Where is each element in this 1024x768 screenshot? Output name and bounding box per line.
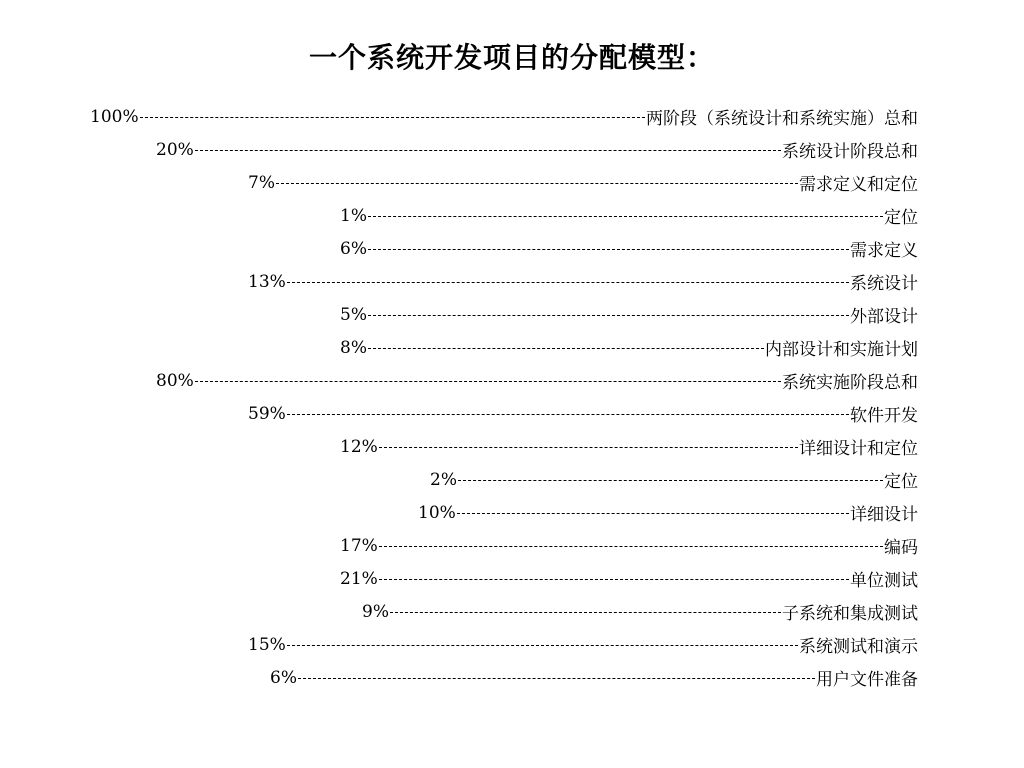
list-item [340, 562, 918, 595]
percent-value: 20% [156, 139, 194, 160]
percent-value: 7% [248, 172, 275, 193]
item-label: 外部设计 [850, 307, 918, 327]
list-item [430, 463, 918, 496]
percent-value: 80% [156, 370, 194, 391]
list-item [362, 595, 918, 628]
item-label: 需求定义 [850, 241, 918, 261]
dashed-leader [379, 579, 849, 580]
dashed-leader [368, 348, 764, 349]
percent-value: 12% [340, 436, 378, 457]
list-item [340, 232, 918, 265]
item-label: 定位 [884, 472, 918, 492]
item-label: 系统实施阶段总和 [782, 373, 918, 393]
percent-value: 13% [248, 271, 286, 292]
item-label: 定位 [884, 208, 918, 228]
dashed-leader [458, 480, 883, 481]
item-label: 用户文件准备 [816, 670, 918, 690]
percent-value: 8% [340, 337, 367, 358]
percent-value: 100% [90, 106, 139, 127]
dashed-leader [298, 678, 815, 679]
dashed-leader [368, 216, 883, 217]
dashed-leader [368, 249, 849, 250]
dashed-leader [368, 315, 849, 316]
item-label: 需求定义和定位 [799, 175, 918, 195]
dashed-leader [287, 414, 849, 415]
list-item [248, 628, 918, 661]
list-item [248, 397, 918, 430]
percent-value: 2% [430, 469, 457, 490]
list-item [340, 430, 918, 463]
percent-value: 6% [270, 667, 297, 688]
item-label: 软件开发 [850, 406, 918, 426]
dashed-leader [457, 513, 849, 514]
item-label: 详细设计和定位 [799, 439, 918, 459]
percent-value: 6% [340, 238, 367, 259]
percent-value: 15% [248, 634, 286, 655]
dashed-leader [140, 117, 645, 118]
item-label: 编码 [884, 538, 918, 558]
item-label: 系统设计阶段总和 [782, 142, 918, 162]
list-item [340, 199, 918, 232]
percent-value: 1% [340, 205, 367, 226]
list-item [340, 298, 918, 331]
dashed-leader [390, 612, 781, 613]
list-item [248, 265, 918, 298]
percent-value: 5% [340, 304, 367, 325]
percent-value: 17% [340, 535, 378, 556]
dashed-leader [287, 282, 849, 283]
item-label: 系统设计 [850, 274, 918, 294]
item-label: 系统测试和演示 [799, 637, 918, 657]
item-label: 详细设计 [850, 505, 918, 525]
dashed-leader [195, 150, 781, 151]
dashed-leader [379, 546, 883, 547]
item-label: 单位测试 [850, 571, 918, 591]
dashed-leader [287, 645, 798, 646]
list-item [90, 100, 918, 133]
percent-value: 59% [248, 403, 286, 424]
dashed-leader [195, 381, 781, 382]
item-label: 两阶段（系统设计和系统实施）总和 [646, 109, 918, 129]
item-label: 内部设计和实施计划 [765, 340, 918, 360]
percent-value: 21% [340, 568, 378, 589]
dashed-leader [276, 183, 798, 184]
page-title: 一个系统开发项目的分配模型： [308, 41, 715, 74]
list-item [156, 133, 918, 166]
item-label: 子系统和集成测试 [782, 604, 918, 624]
list-item [340, 331, 918, 364]
percent-value: 9% [362, 601, 389, 622]
dashed-leader [379, 447, 798, 448]
list-item [340, 529, 918, 562]
list-item [270, 661, 918, 694]
percent-value: 10% [418, 502, 456, 523]
list-item [156, 364, 918, 397]
list-item [248, 166, 918, 199]
list-item [418, 496, 918, 529]
